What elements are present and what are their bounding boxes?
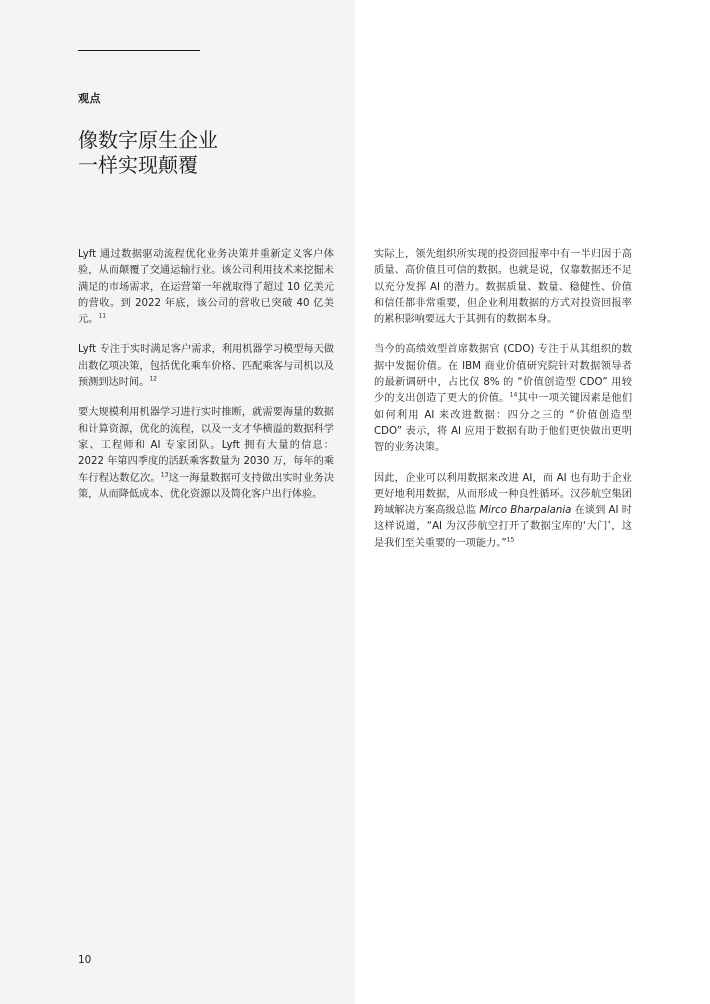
- paragraph-cdo: 当今的高绩效型首席数据官 (CDO) 专注于从其组织的数据中发掘价值。在 IBM 商业价值研究院针对数据领导者的最新调研中，占比仅 8% 的 “价值创造型 CDO” 用较少的支出创造了更大的价值。$^{14}$其中一项关键因素是他们如何利用 AI 来改进数据：四分之三的 “价值创造型 CDO” 表示，将 AI 应用于数据有助于他们更快做出更明智的业务决策。: [374, 344, 633, 454]
- headline-line-2: 一样实现颠覆: [78, 153, 198, 177]
- paragraph-lyft-intro: Lyft 通过数据驱动流程优化业务决策并重新定义客户体验，从而颠覆了交通运输行业。该公司利用技术来挖掘未满足的市场需求，在运营第一年就取得了超过 10 亿美元的营收。到 2022 年底，该公司的营收已突破 40 亿美元。$^{11}$: [78, 249, 334, 326]
- paragraph-lufthansa: 因此，企业可以利用数据来改进 AI，而 AI 也有助于企业更好地利用数据，从而形成一种良性循环。汉莎航空集团跨域解决方案高级总监 Mirco Bharpalania 在谈到 AI 时这样说道，“AI 为汉莎航空打开了数据宝库的‘大门’，这是我们至关重要的一项能力。”$^{15}$: [374, 472, 632, 549]
- right-text-column: [374, 247, 632, 566]
- section-label: 观点: [78, 92, 101, 105]
- footnote-ref-14: 14: [509, 391, 518, 399]
- footnote-ref-11: 11: [98, 312, 107, 320]
- footnote-ref-15: 15: [506, 536, 515, 544]
- headline-line-1: 像数字原生企业: [78, 128, 218, 152]
- paragraph-lyft-data: 要大规模利用机器学习进行实时推断，就需要海量的数据和计算资源，优化的流程，以及一支才华横溢的数据科学家、工程师和 AI 专家团队。Lyft 拥有大量的信息：2022 年第四季度的活跃乘客数量为 2030 万，每年的乘车行程达数亿次。$^{13}$这一海量数据可支持做出实时业务决策，从而降低成本、优化资源以及简化客户出行体验。: [78, 407, 335, 500]
- left-text-column: [78, 247, 334, 517]
- header-rule: [78, 50, 200, 51]
- person-name: Mirco Bharpalania: [479, 505, 572, 517]
- page-number: 10: [78, 954, 92, 966]
- paragraph-roi: 实际上，领先组织所实现的投资回报率中有一半归因于高质量、高价值且可信的数据。也就是说，仅靠数据还不足以充分发挥 AI 的潜力。数据质量、数量、稳健性、价值和信任都非常重要，但企业利用数据的方式对投资回报率的累积影响要远大于其拥有的数据本身。: [374, 249, 632, 326]
- footnote-ref-12: 12: [149, 375, 157, 383]
- footnote-ref-13: 13: [160, 471, 169, 479]
- page-headline: [78, 128, 338, 178]
- paragraph-lyft-ml: Lyft 专注于实时满足客户需求，利用机器学习模型每天做出数亿项决策，包括优化乘车价格、匹配乘客与司机以及预测到达时间。$^{12}$: [78, 344, 334, 389]
